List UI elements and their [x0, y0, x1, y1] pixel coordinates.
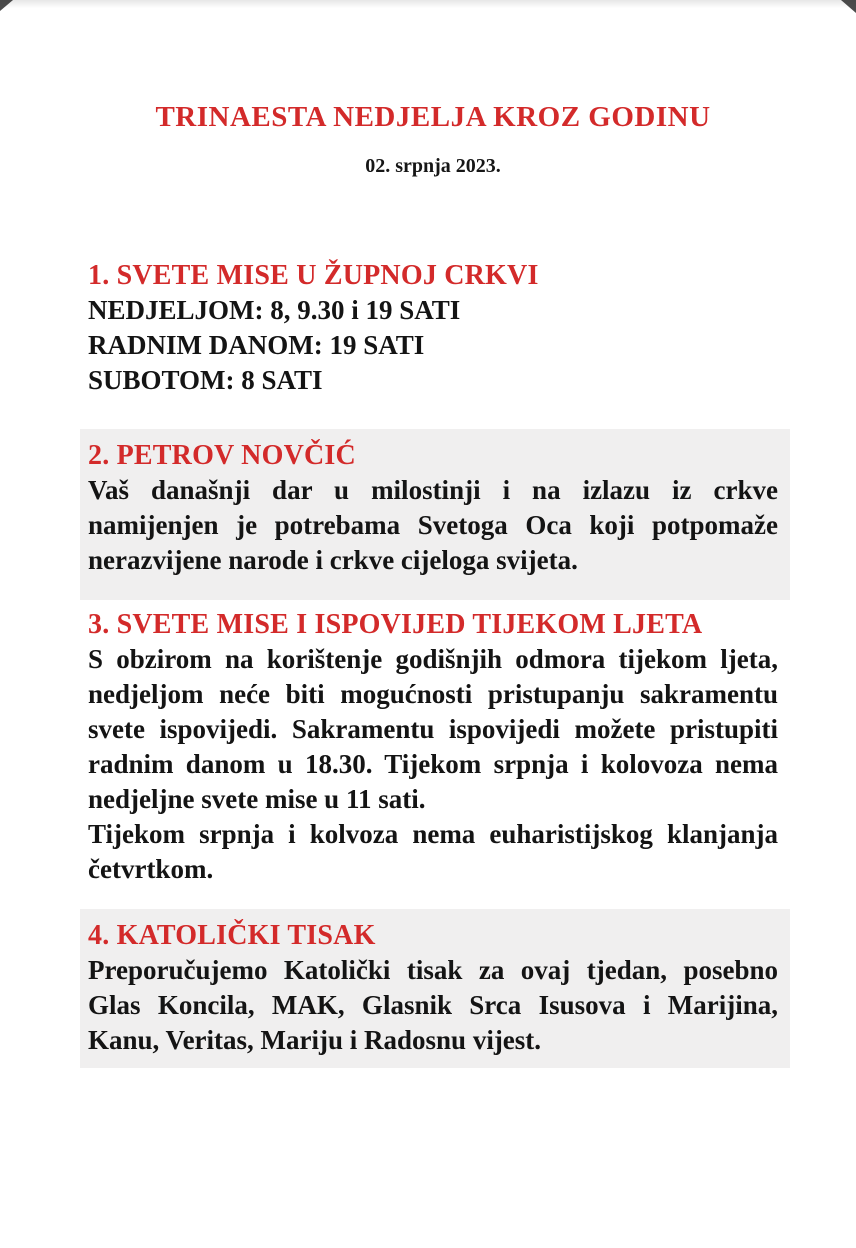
page-date: 02. srpnja 2023. — [365, 155, 501, 177]
scan-corner-artifact-left — [0, 0, 13, 11]
section-summer-confession — [88, 607, 778, 887]
mass-time-sunday: NEDJELJOM: 8, 9.30 i 19 SATI — [88, 295, 461, 325]
bulletin-content — [88, 0, 778, 1068]
section-heading-summer-confession: 3. SVETE MISE I ISPOVIJED TIJEKOM LJETA — [88, 609, 703, 640]
section-heading-catholic-press: 4. KATOLIČKI TISAK — [88, 920, 376, 951]
scan-corner-artifact-right — [841, 0, 856, 13]
section-catholic-press — [80, 909, 790, 1068]
section-mass-times — [88, 258, 778, 398]
paragraph-catholic-press: Preporučujemo Katolički tisak za ovaj tjedan, posebno Glas Koncila, MAK, Glasnik Srca Isusova i Marijina, Kanu, Veritas, Mariju i Radosnu vijest. — [88, 955, 778, 1055]
mass-time-weekday: RADNIM DANOM: 19 SATI — [88, 330, 425, 360]
section-peters-pence — [80, 429, 790, 600]
page-title: TRINAESTA NEDJELJA KROZ GODINU — [155, 101, 711, 133]
section-heading-peters-pence: 2. PETROV NOVČIĆ — [88, 440, 356, 471]
mass-time-saturday: SUBOTOM: 8 SATI — [88, 365, 323, 395]
paragraph-summer-confession-2: Tijekom srpnja i kolvoza nema euharistijskog klanjanja četvrtkom. — [88, 819, 778, 884]
paragraph-peters-pence: Vaš današnji dar u milostinji i na izlazu iz crkve namijenjen je potrebama Svetoga Oca koji potpomaže nerazvijene narode i crkve cijeloga svijeta. — [88, 475, 778, 575]
paragraph-summer-confession-1: S obzirom na korištenje godišnjih odmora tijekom ljeta, nedjeljom neće biti mogućnosti pristupanju sakramentu svete ispovijedi. Sakramentu ispovijedi možete pristupiti radnim danom u 18.30. Tijekom srpnja i kolovoza nema nedjeljne svete mise u 11 sati. — [88, 644, 778, 814]
section-heading-mass-times: 1. SVETE MISE U ŽUPNOJ CRKVI — [88, 260, 539, 291]
